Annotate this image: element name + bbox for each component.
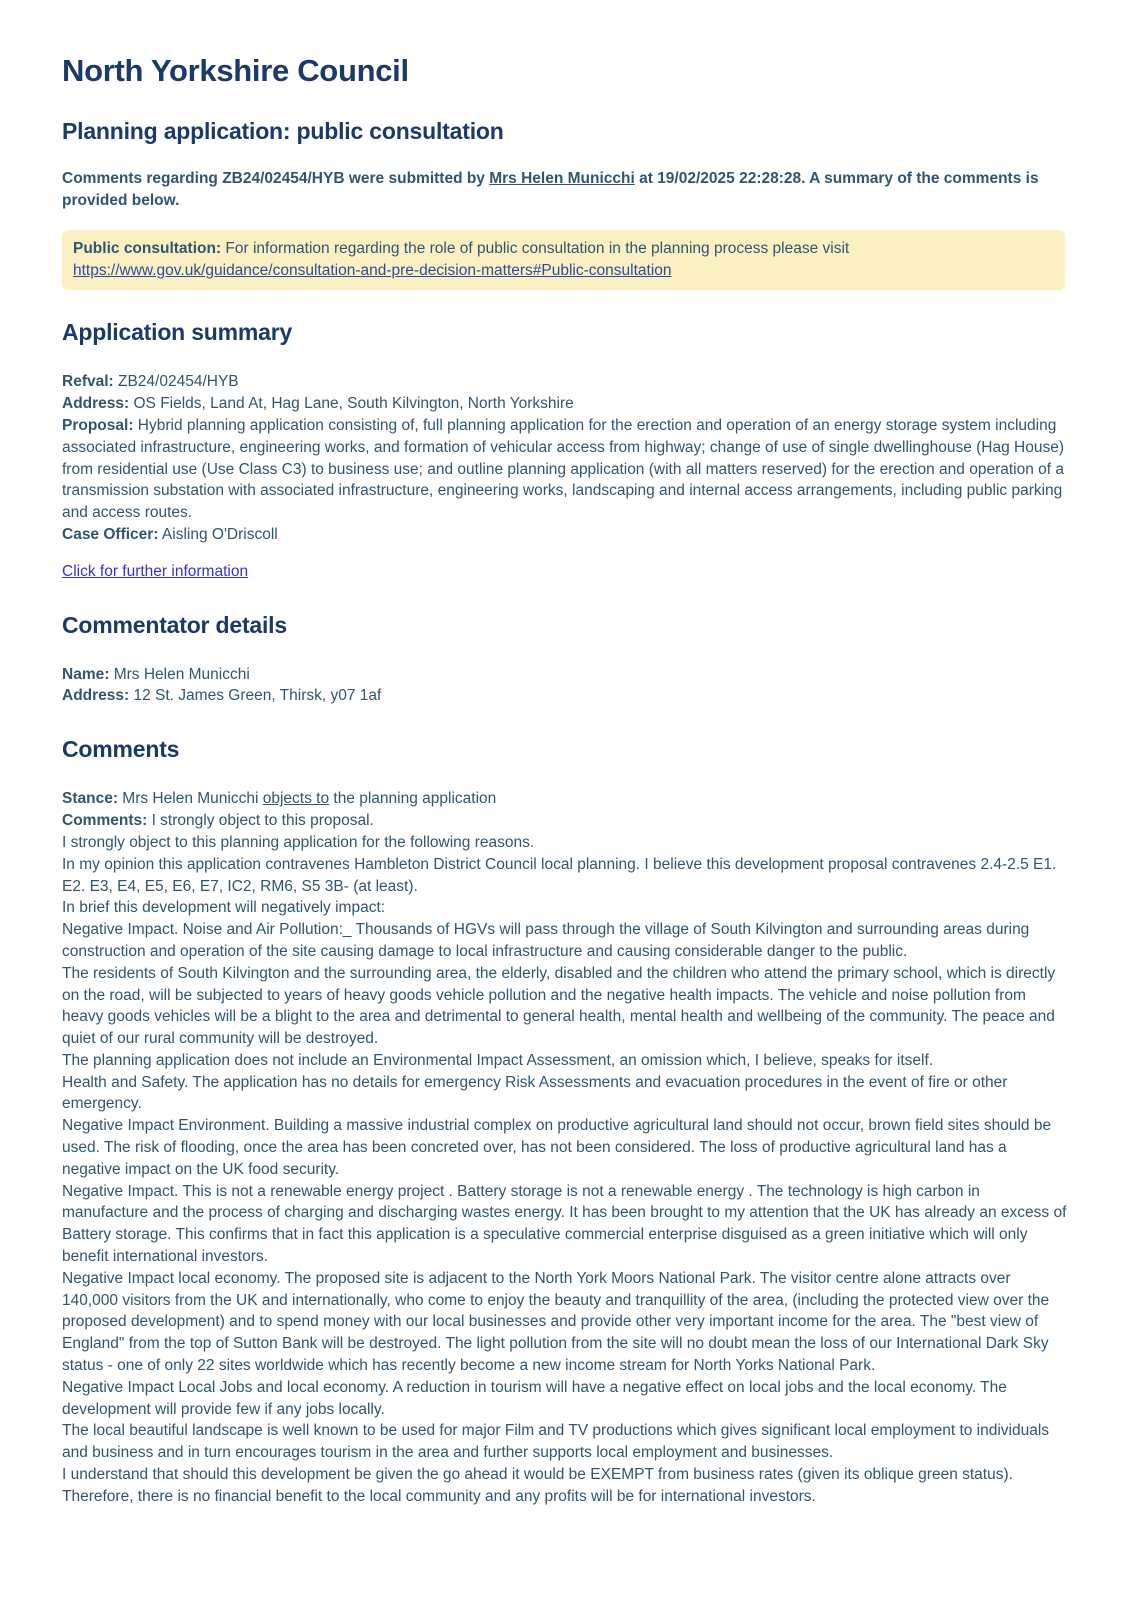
section-heading-application-summary: Application summary	[62, 319, 293, 346]
refval-label: Refval:	[62, 373, 114, 391]
commenter-name-link[interactable]: Mrs Helen Municchi	[489, 170, 635, 188]
proposal-value: Hybrid planning application consisting of, full planning application for the erection and operation of an energy storage system including associated infrastructure, engineering works, and formation of vehicular access from highway; change of use of single dwellinghouse (Hag House) from residential use (Use Class C3) to business use; and outline planning application (with all matters reserved) for the erection and operation of a transmission substation with associated infrastructure, engineering works, landscaping and internal access arrangements, including public parking and access routes.	[62, 417, 1065, 522]
comment-paragraph: Negative Impact local economy. The proposed site is adjacent to the North York Moors National Park. The visitor centre alone attracts over 140,000 visitors from the UK and internationally, who come to enjoy the beauty and tranquillity of the area, (including the protected view over the proposed development) and to spend money with our local businesses and provide other very important income for the area. The "best view of England" from the top of Sutton Bank will be destroyed. The light pollution from the site will no doubt mean the loss of our International Dark Sky status - one of only 22 sites worldwide which has recently become a new income stream for North Yorks National Park.	[62, 1269, 1050, 1375]
notice-label: Public consultation:	[73, 239, 222, 257]
comment-paragraph: The residents of South Kilvington and the surrounding area, the elderly, disabled and the children who attend the primary school, which is directly on the road, will be subjected to years of heavy goods vehicle pollution and the negative health impacts. The vehicle and noise pollution from heavy goods vehicles will be a blight to the area and detrimental to general health, mental health and wellbeing of the community. The peace and quiet of our rural community will be destroyed.	[62, 964, 1056, 1048]
application-summary-fields	[62, 371, 1068, 545]
comment-paragraph: The planning application does not include an Environmental Impact Assessment, an omission which, I believe, speaks for itself.	[62, 1051, 934, 1069]
stance-objects-to: objects to	[262, 790, 330, 808]
comment-paragraph: Negative Impact. This is not a renewable energy project . Battery storage is not a renewable energy . The technology is high carbon in manufacture and the process of charging and discharging wastes energy. It has been brought to my attention that the UK has already an excess of Battery storage. This confirms that in fact this application is a speculative commercial enterprise disguised as a green initiative which will only benefit international investors.	[62, 1182, 1067, 1266]
stance-line	[62, 788, 1068, 810]
comment-paragraph: I strongly object to this planning application for the following reasons.	[62, 833, 535, 851]
intro-after-name: at 19/02/2025 22:28:28. A summary of the comments is provided below.	[62, 170, 1039, 210]
commentator-address-field	[62, 685, 1068, 707]
comments-label: Comments:	[62, 812, 148, 830]
stance-before: Mrs Helen Municchi	[118, 790, 263, 808]
comment-paragraph: Negative Impact Environment. Building a massive industrial complex on productive agricultural land should not occur, brown field sites should be used. The risk of flooding, once the area has been concreted over, has not been considered. The loss of productive agricultural land has a negative impact on the UK food security.	[62, 1117, 1052, 1178]
comments-paragraphs	[62, 832, 1068, 1508]
refval-value: ZB24/02454/HYB	[113, 373, 239, 391]
gov-uk-consultation-link[interactable]: https://www.gov.uk/guidance/consultation-and-pre-decision-matters#Public-consultation	[73, 261, 672, 279]
comments-body	[62, 788, 1068, 1507]
comment-paragraph: Negative Impact. Noise and Air Pollution:_ Thousands of HGVs will pass through the village of South Kilvington and surrounding areas during construction and operation of the site causing damage to local infrastructure and causing considerable danger to the public.	[62, 921, 1030, 960]
submission-summary-text	[62, 168, 1068, 212]
comments-first-line	[62, 810, 1068, 832]
case-officer-field	[62, 524, 1068, 546]
stance-label: Stance:	[62, 790, 118, 808]
comment-paragraph: Health and Safety. The application has no details for emergency Risk Assessments and evacuation procedures in the event of fire or other emergency.	[62, 1073, 1008, 1113]
page-title: North Yorkshire Council	[62, 53, 409, 88]
further-information-link[interactable]: Click for further information	[62, 562, 249, 580]
comment-paragraph: In my opinion this application contravenes Hambleton District Council local planning. I believe this development proposal contravenes 2.4-2.5 E1. E2. E3, E4, E5, E6, E7, IC2, RM6, S5 3B- (at least).	[62, 855, 1057, 895]
intro-before-name: Comments regarding ZB24/02454/HYB were submitted by	[62, 170, 490, 188]
name-value: Mrs Helen Municchi	[109, 665, 250, 683]
refval-field	[62, 371, 1068, 393]
public-consultation-notice	[62, 230, 1065, 291]
commentator-details-fields	[62, 664, 1068, 708]
address-label: Address:	[62, 395, 130, 413]
address-value: OS Fields, Land At, Hag Lane, South Kilvington, North Yorkshire	[129, 395, 574, 413]
name-field	[62, 664, 1068, 686]
comment-paragraph: Negative Impact Local Jobs and local economy. A reduction in tourism will have a negative effect on local jobs and the local economy. The development will provide few if any jobs locally.	[62, 1378, 1007, 1418]
proposal-field	[62, 415, 1068, 524]
comment-paragraph: I understand that should this development be given the go ahead it would be EXEMPT from business rates (given its oblique green status). Therefore, there is no financial benefit to the local community and any profits will be for international investors.	[62, 1466, 1013, 1505]
section-heading-comments: Comments	[62, 736, 180, 763]
section-heading-commentator-details: Commentator details	[62, 611, 287, 638]
address-field	[62, 393, 1068, 415]
commentator-address-value: 12 St. James Green, Thirsk, y07 1af	[129, 687, 382, 705]
proposal-label: Proposal:	[62, 417, 134, 435]
case-officer-label: Case Officer:	[62, 526, 159, 544]
case-officer-value: Aisling O'Driscoll	[158, 526, 278, 544]
stance-after: the planning application	[329, 790, 497, 808]
notice-text: For information regarding the role of public consultation in the planning process please visit	[221, 239, 850, 257]
commentator-address-label: Address:	[62, 687, 130, 705]
name-label: Name:	[62, 665, 110, 683]
comment-paragraph: In brief this development will negatively impact:	[62, 899, 386, 917]
comment-paragraph: The local beautiful landscape is well known to be used for major Film and TV productions which gives significant local employment to individuals and business and in turn encourages tourism in the area and further supports local employment and businesses.	[62, 1422, 1050, 1462]
section-heading-public-consultation: Planning application: public consultation	[62, 118, 504, 145]
comments-first-value: I strongly object to this proposal.	[147, 812, 374, 830]
